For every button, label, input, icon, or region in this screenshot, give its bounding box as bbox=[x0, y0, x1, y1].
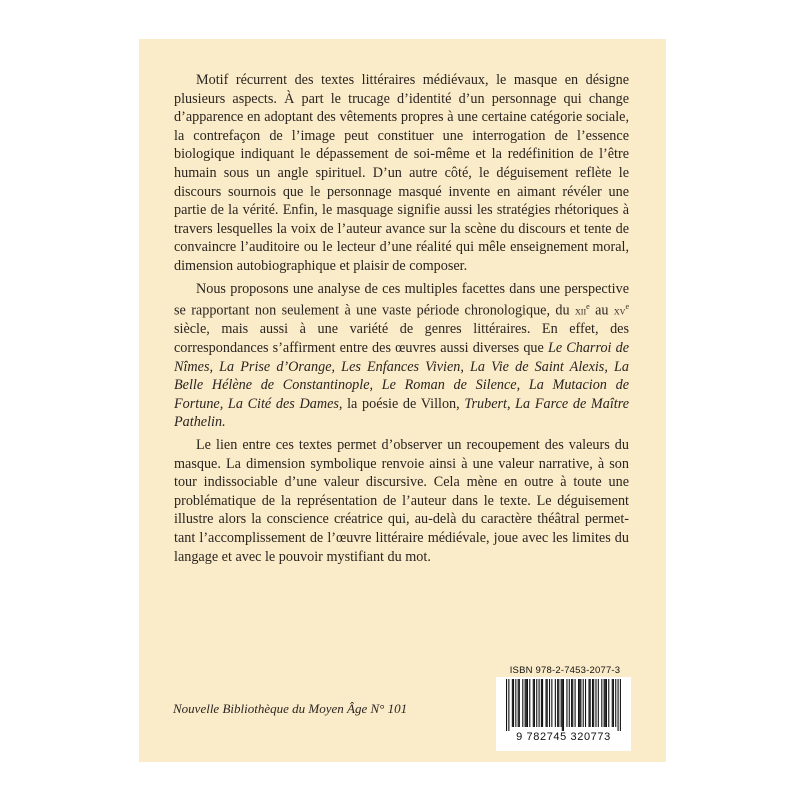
barcode-bar bbox=[571, 679, 572, 727]
text-run: la poésie de Villon, bbox=[342, 395, 465, 412]
barcode-bar bbox=[508, 679, 509, 731]
barcode-bar bbox=[615, 679, 616, 727]
text-run: Trubert bbox=[464, 395, 507, 412]
barcode-bar bbox=[551, 679, 552, 727]
barcode-bar bbox=[605, 679, 606, 727]
barcode-bar bbox=[527, 679, 528, 727]
text-run: Motif récurrent des textes littéraires médiévaux, le masque en désigne plusieurs aspects. À part le trucage d’identité d’un personnage qui change d’apparence en adoptant des vêtements propres à une certaine catégorie sociale, la contrefaçon de l’image peut constituer une interrogation de l’essence biologique indiquant le dépassement de soi-même et la redéfinition de l’être humain sous un angle spirituel. D’un autre côté, le déguisement reflète le discours sournois que le personnage masqué invente en aimant révéler une partie de la vérité. Enfin, le masquage signifie aussi les stratégies rhétoriques à travers lesquelles la voix de l’auteur avance sur la scène du discours et tente de convaincre l’auditoire ou le lecteur d’une réalité qui mêle enseignement moral, dimension autobiographique et plaisir de composer. bbox=[174, 72, 629, 274]
barcode-bar bbox=[515, 679, 516, 727]
text-run: e bbox=[586, 302, 590, 312]
barcode-bar bbox=[525, 679, 526, 727]
barcode-bar bbox=[563, 679, 564, 731]
barcode-bar bbox=[572, 679, 573, 727]
barcode-bar bbox=[601, 679, 602, 727]
barcode-bar bbox=[534, 679, 535, 727]
text-run: Le lien entre ces textes permet d’observer un recoupement des valeurs du masque. La dimension symbolique renvoie ainsi à une valeur narrative, à son tour indissociable d’une valeur discursive. Cela mène en outre à toute une problématique de la représentation de l’auteur dans le texte. Le déguisement illustre alors la conscience créatrice qui, au-delà du caractère théâtral permettant l’accomplissement de l’œuvre littéraire médiévale, joue avec les limites du langage et avec le pouvoir mystifiant du mot. bbox=[174, 437, 629, 565]
barcode-bar bbox=[541, 679, 542, 727]
barcode-bar bbox=[613, 679, 614, 727]
paragraph-3 bbox=[174, 436, 629, 566]
barcode-bar bbox=[529, 679, 530, 727]
barcode-bar bbox=[519, 679, 520, 727]
barcode-bar bbox=[533, 679, 534, 727]
barcode-bar bbox=[598, 679, 599, 727]
barcode-bar bbox=[620, 679, 621, 731]
barcode-bar bbox=[578, 679, 579, 727]
barcode-bar bbox=[592, 679, 593, 727]
barcode-bar bbox=[561, 679, 562, 727]
text-run: La Farce de Maître Pathelin. bbox=[174, 395, 629, 431]
barcode-bar bbox=[549, 679, 550, 727]
barcode-digits: 9 782745 320773 bbox=[516, 731, 611, 743]
barcode-bar bbox=[612, 679, 613, 727]
text-run: Nous proposons une analyse de ces multiples facettes dans une perspective se rapportant non seulement à une vaste période chronologique, du bbox=[174, 280, 629, 319]
barcode-bar bbox=[536, 679, 537, 727]
barcode-bar bbox=[547, 679, 548, 727]
barcode-bar bbox=[604, 679, 605, 727]
barcode-bar bbox=[566, 679, 567, 727]
text-run: xv bbox=[613, 303, 626, 318]
text-run: au bbox=[589, 302, 614, 319]
barcode-bar bbox=[518, 679, 519, 727]
barcode-bar bbox=[545, 679, 546, 727]
back-cover bbox=[139, 39, 666, 762]
barcode-bar bbox=[595, 679, 596, 727]
barcode-bar bbox=[562, 679, 563, 731]
barcode-bar bbox=[580, 679, 581, 727]
barcode bbox=[496, 677, 631, 751]
blurb-text bbox=[174, 71, 629, 570]
barcode-bar bbox=[512, 679, 513, 727]
barcode-bar bbox=[558, 679, 559, 727]
text-run: siècle, mais aussi à une variété de genres littéraires. En effet, des correspondances s’affirment entre des œuvres aussi diverses que bbox=[174, 321, 629, 357]
barcode-bar bbox=[608, 679, 609, 727]
barcode-bar bbox=[575, 679, 576, 727]
text-run: , bbox=[506, 395, 516, 412]
series-title: Nouvelle Bibliothèque du Moyen Âge N° 101 bbox=[173, 701, 408, 716]
barcode-bar bbox=[588, 679, 589, 727]
paragraph-1 bbox=[174, 71, 629, 276]
barcode-bar bbox=[590, 679, 591, 727]
barcode-bar bbox=[542, 679, 543, 727]
barcode-bar bbox=[569, 679, 570, 727]
barcode-bar bbox=[618, 679, 619, 731]
barcode-bar bbox=[555, 679, 556, 727]
paragraph-2 bbox=[174, 280, 629, 432]
barcode-bar bbox=[526, 679, 527, 727]
barcode-bar bbox=[539, 679, 540, 727]
text-run: xii bbox=[575, 303, 587, 318]
isbn-label: ISBN 978-2-7453-2077-3 bbox=[509, 665, 621, 676]
barcode-bar bbox=[557, 679, 558, 727]
text-run: Le Charroi de Nîmes, La Prise d’Orange, Les Enfances Vivien, La Vie de Saint Alexis, La Belle Hélène de Constantinople, Le Roman de Silence, La Mutacion de Fortune, La Cité des Dames, bbox=[174, 340, 629, 412]
barcode-bar bbox=[522, 679, 523, 727]
barcode-bar bbox=[579, 679, 580, 727]
barcode-bars bbox=[506, 679, 621, 731]
barcode-bar bbox=[593, 679, 594, 727]
barcode-bar bbox=[513, 679, 514, 727]
barcode-bar bbox=[506, 679, 507, 731]
barcode-bar bbox=[585, 679, 586, 727]
text-run: e bbox=[625, 302, 629, 312]
barcode-bar bbox=[583, 679, 584, 727]
barcode-bar bbox=[606, 679, 607, 727]
